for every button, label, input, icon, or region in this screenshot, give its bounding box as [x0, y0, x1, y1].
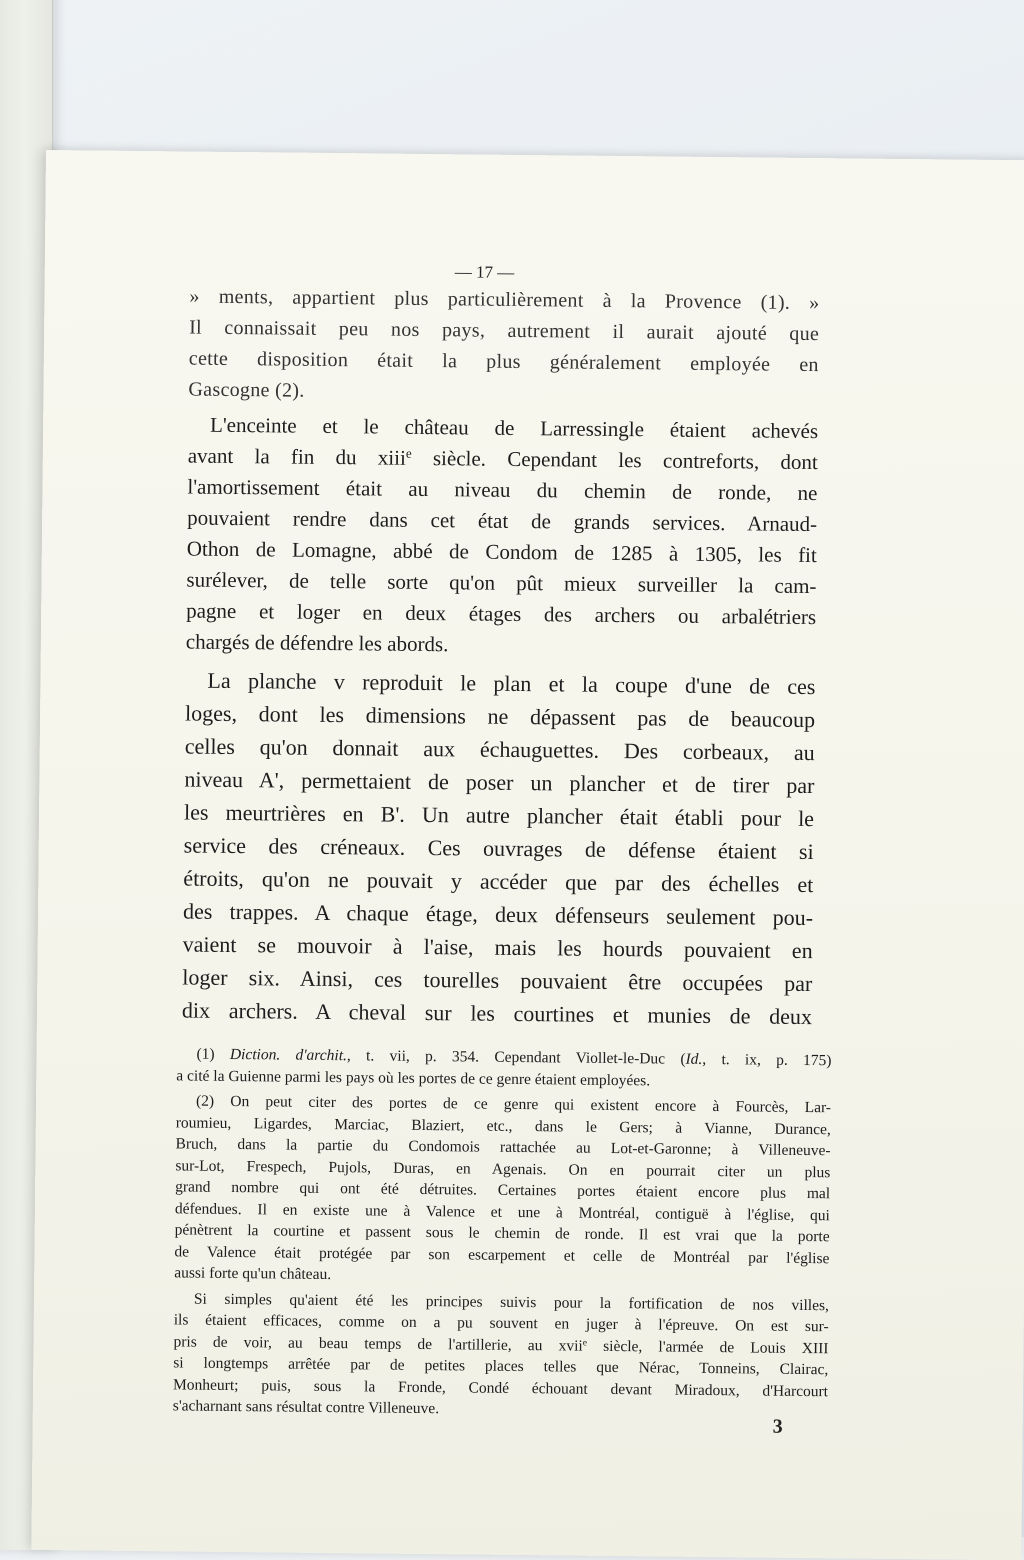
- text-line: si longtemps arrêtée par de petites places telles que Nérac, Tonneins, Clairac,: [173, 1354, 829, 1379]
- text-line: niveau A', permettaient de poser un plancher et de tirer par: [184, 766, 815, 799]
- text-line: Si simples qu'aient été les principes suivis pour la fortification de nos villes,: [193, 1290, 830, 1314]
- text-line: ils étaient efficaces, comme on a pu souvent en juger à l'épreuve. On est sur-: [173, 1311, 829, 1336]
- page-number: — 17 —: [454, 262, 515, 282]
- text-line: service des créneaux. Ces ouvrages de défense étaient si: [183, 832, 814, 865]
- text-line: surélever, de telle sorte qu'on pût mieux surveiller la cam-: [186, 567, 817, 599]
- paragraph-2: [186, 410, 819, 665]
- text-line: défendues. Il en existe une à Valence et une à Montréal, contiguë à l'église, qui: [174, 1199, 830, 1224]
- paragraph-1: [188, 282, 819, 413]
- footnote-2: [174, 1090, 831, 1290]
- text-line: roumieu, Ligardes, Marciac, Blaziert, etc., dans le Gers; à Vianne, Durance,: [175, 1113, 831, 1138]
- text-line: l'amortissement était au niveau du chemin de ronde, ne: [187, 474, 818, 506]
- text-line: pagne et loger en deux étages des archers ou arbalétriers: [186, 598, 817, 630]
- text-line: Il connaissait peu nos pays, autrement il aurait ajouté que: [189, 316, 820, 346]
- text-line: grand nombre qui ont été détruites. Certaines portes étaient encore plus mal: [175, 1178, 831, 1203]
- text-line: de Valence était protégée par son escarpement et celle de Montréal par l'église: [174, 1242, 830, 1267]
- text-line: des trappes. A chaque étage, deux défenseurs seulement pou-: [182, 898, 814, 931]
- text-line: (2) On peut citer des portes de ce genre qui existent encore à Fourcès, Lar-: [195, 1092, 832, 1117]
- text-line: Monheurt; puis, sous la Fronde, Condé échouant devant Miradoux, d'Harcourt: [172, 1375, 829, 1400]
- text-line: vaient se mouvoir à l'aise, mais les hourds pouvaient en: [182, 931, 813, 964]
- text-line: Gascogne (2).: [188, 378, 305, 402]
- text-line: pris de voir, au beau temps de l'artillerie, au xvii$^e$ siècle, l'armée de Louis XIII: [173, 1332, 829, 1357]
- text-line: a cité la Guienne parmi les pays où les portes de ce genre étaient employées.: [176, 1066, 651, 1089]
- text-line: loges, dont les dimensions ne dépassent pas de beaucoup: [184, 700, 816, 733]
- text-line: Othon de Lomagne, abbé de Condom de 1285 à 1305, les fit: [186, 536, 817, 568]
- text-line: chargés de défendre les abords.: [185, 629, 449, 657]
- text-line: aussi forte qu'un château.: [174, 1264, 332, 1284]
- paragraph-3: [182, 663, 816, 1033]
- text-line: » ments, appartient plus particulièrement à la Provence (1). »: [189, 285, 820, 315]
- text-line: pénètrent la courtine et passent sous le chemin de ronde. Il est vrai que la porte: [174, 1221, 830, 1246]
- text-line: pouvaient rendre dans cet état de grands services. Arnaud-: [187, 505, 818, 537]
- text-line: avant la fin du xiii$^e$ siècle. Cependant les contreforts, dont: [187, 443, 818, 475]
- text-line: La planche v reproduit le plan et la coupe d'une de ces: [207, 667, 816, 700]
- main-text: [182, 282, 820, 1034]
- text-line: sur-Lot, Frespech, Pujols, Duras, en Agenais. On en pourrait citer un plus: [175, 1156, 831, 1181]
- text-line: dix archers. A cheval sur les courtines et munies de deux: [181, 997, 813, 1030]
- book-page: [31, 150, 1024, 1560]
- signature-mark: 3: [772, 1415, 783, 1438]
- text-line: Bruch, dans la partie du Condomois rattachée au Lot-et-Garonne; à Villeneuve-: [175, 1135, 831, 1160]
- text-line: L'enceinte et le château de Larressingle étaient achevés: [210, 412, 819, 444]
- footnote-1: [176, 1043, 831, 1093]
- footnote-3: [173, 1288, 829, 1424]
- text-line: les meurtrières en B'. Un autre plancher était établi pour le: [183, 799, 815, 832]
- text-line: (1) Diction. d'archit., t. vii, p. 354. Cependant Viollet-le-Duc (Id., t. ix, p. 175): [196, 1045, 832, 1070]
- text-line: celles qu'on donnait aux échauguettes. Des corbeaux, au: [184, 733, 815, 766]
- footnotes: [173, 1043, 832, 1427]
- text-line: loger six. Ainsi, ces tourelles pouvaient être occupées par: [182, 964, 813, 997]
- text-line: s'acharnant sans résultat contre Villeneuve.: [172, 1397, 440, 1418]
- text-line: étroits, qu'on ne pouvait y accéder que par des échelles et: [183, 865, 814, 898]
- text-line: cette disposition était la plus généralement employée en: [188, 347, 819, 377]
